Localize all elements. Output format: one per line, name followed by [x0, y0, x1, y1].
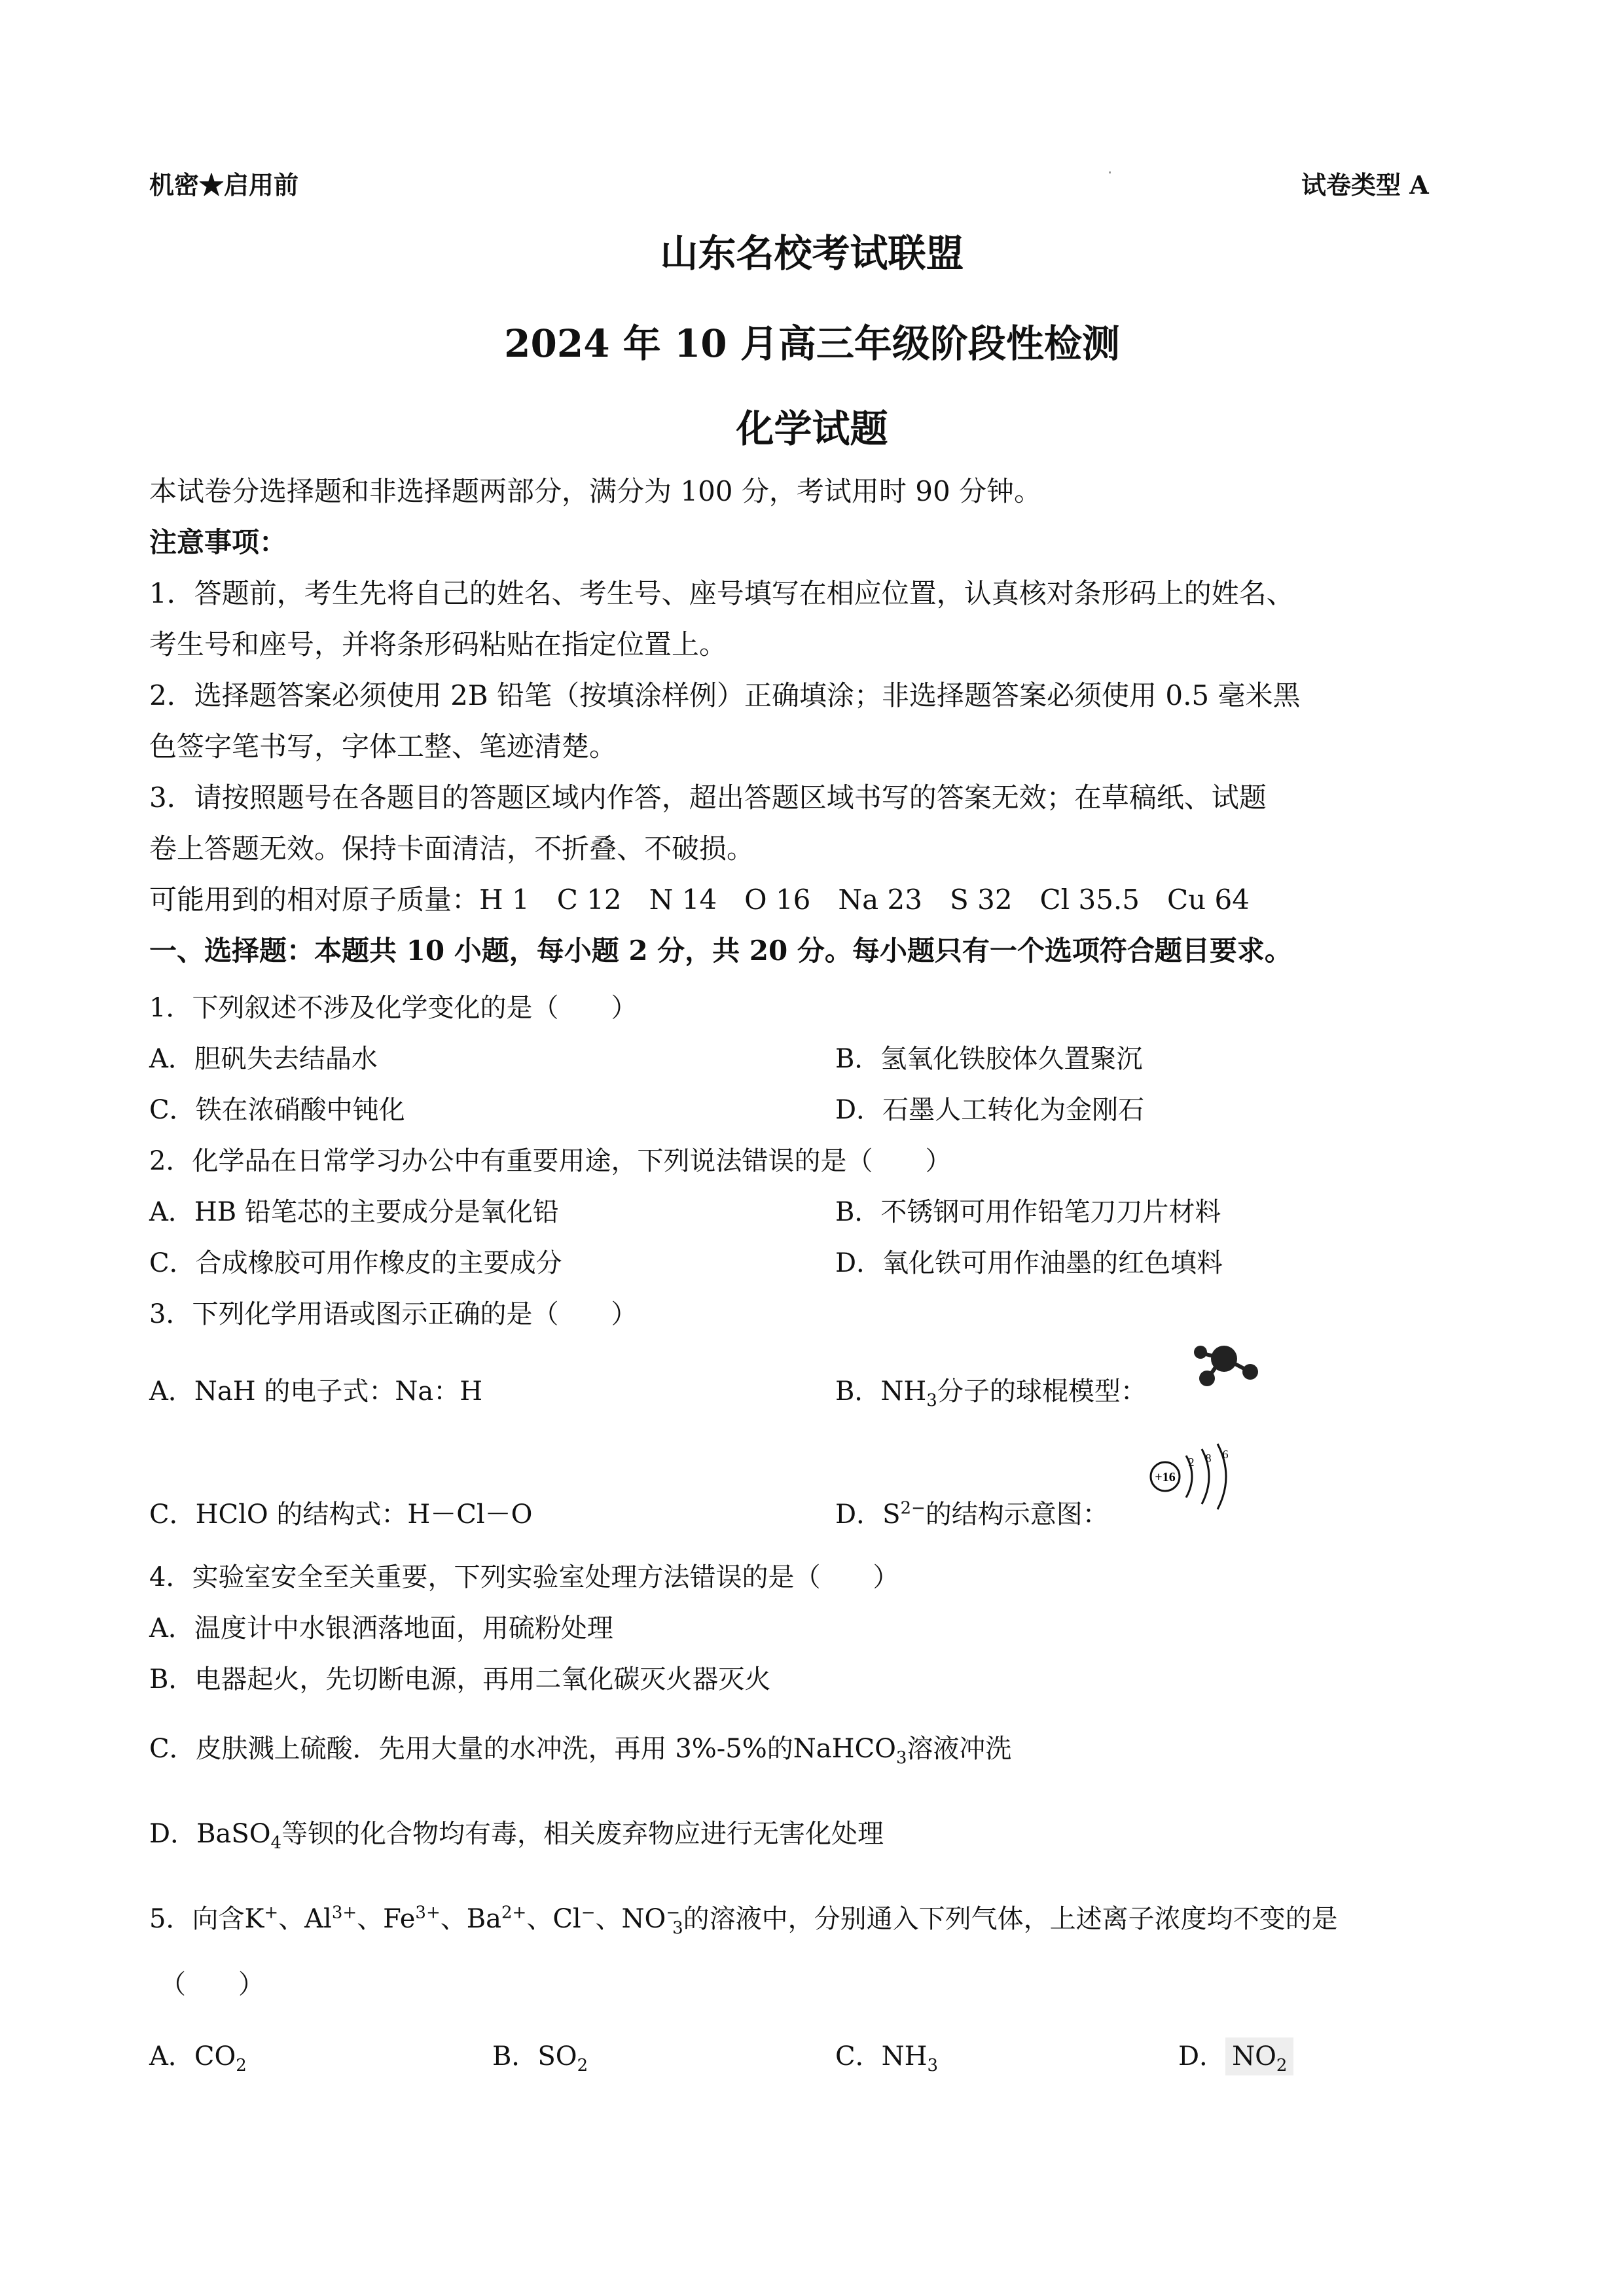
ion-ba-charge: 2+ — [501, 1903, 527, 1923]
q5-c-formula: NH — [881, 2041, 928, 2072]
q4-stem: 4．实验室安全至关重要，下列实验室处理方法错误的是（ ） — [149, 1562, 899, 1592]
ion-cl-charge: − — [581, 1903, 596, 1923]
q3-d-ion: S — [882, 1499, 901, 1530]
intro-text: 本试卷分选择题和非选择题两部分，满分为 100 分，考试用时 90 分钟。 — [149, 475, 1042, 507]
notice-item-1b: 考生号和座号，并将条形码粘贴在指定位置上。 — [149, 628, 727, 660]
q2-stem: 2．化学品在日常学习办公中有重要用途，下列说法错误的是（ ） — [149, 1146, 952, 1176]
title-exam: 2024 年 10 月高三年级阶段性检测 — [504, 321, 1120, 366]
q5-b-formula: SO — [537, 2041, 577, 2072]
stray-dot — [1109, 171, 1111, 173]
q3-stem: 3．下列化学用语或图示正确的是（ ） — [149, 1299, 638, 1329]
q5-b-subscript: 2 — [577, 2056, 588, 2075]
s2-shell-3: 6 — [1222, 1448, 1229, 1461]
q3-option-c — [149, 1494, 532, 1531]
q3-b-subscript: 3 — [926, 1391, 937, 1410]
sep-3: 、 — [440, 1904, 467, 1934]
ion-fe: Fe — [383, 1904, 416, 1934]
q5-a-label: A． — [149, 2041, 194, 2072]
q5-d-subscript: 2 — [1276, 2056, 1288, 2075]
q5-a-subscript: 2 — [236, 2056, 247, 2075]
q4-c-text-b: 溶液冲洗 — [907, 1734, 1012, 1764]
q5-c-label: C． — [835, 2041, 882, 2072]
sep-1: 、 — [278, 1904, 305, 1934]
q5-option-a — [149, 2036, 247, 2075]
q5-d-label: D． — [1178, 2041, 1226, 2072]
q1-option-a: A．胆矾失去结晶水 — [149, 1044, 378, 1074]
atomic-masses: 可能用到的相对原子质量：H 1 C 12 N 14 O 16 Na 23 S 32 Cl 35.5 Cu 64 — [149, 884, 1250, 916]
q3-c-formula: H－Cl－O — [407, 1499, 533, 1530]
q4-d-label: D． — [149, 1819, 197, 1849]
q5-stem — [149, 1898, 1338, 1938]
q3-b-formula: NH — [880, 1376, 927, 1407]
s2-shell-1: 2 — [1188, 1456, 1195, 1469]
ion-k-charge: + — [264, 1903, 279, 1923]
q3-d-charge: 2− — [900, 1498, 926, 1518]
q4-option-b: B．电器起火，先切断电源，再用二氧化碳灭火器灭火 — [149, 1664, 771, 1695]
notice-item-3a: 3．请按照题号在各题目的答题区域内作答，超出答题区域书写的答案无效；在草稿纸、试题 — [149, 781, 1267, 814]
notice-item-3b: 卷上答题无效。保持卡面清洁，不折叠、不破损。 — [149, 833, 755, 865]
ion-cl: Cl — [552, 1904, 581, 1934]
q5-b-label: B． — [492, 2041, 538, 2072]
notice-item-1a: 1．答题前，考生先将自己的姓名、考生号、座号填写在相应位置，认真核对条形码上的姓名、 — [149, 577, 1294, 609]
sep-5: 、 — [595, 1904, 622, 1934]
q3-option-b — [835, 1371, 1147, 1410]
q3-d-text: 的结构示意图： — [925, 1499, 1109, 1530]
q2-option-d: D．氧化铁可用作油墨的红色填料 — [835, 1248, 1223, 1278]
q3-d-label: D． — [835, 1499, 883, 1530]
notice-heading: 注意事项： — [149, 526, 287, 558]
ion-no3-charge: − — [666, 1903, 681, 1923]
q5-option-c — [835, 2036, 938, 2075]
section-1-heading: 一、选择题：本题共 10 小题，每小题 2 分，共 20 分。每小题只有一个选项符合题目要求。 — [149, 935, 1292, 967]
q4-d-text: 等钡的化合物均有毒，相关废弃物应进行无害化处理 — [281, 1819, 884, 1849]
ion-no3: NO — [621, 1904, 666, 1934]
title-alliance: 山东名校考试联盟 — [660, 231, 964, 276]
q3-option-d — [835, 1494, 1109, 1531]
s2-shell-2: 8 — [1205, 1452, 1212, 1465]
q5-d-formula-box — [1225, 2037, 1293, 2075]
q5-c-subscript: 3 — [927, 2056, 939, 2075]
ion-ba: Ba — [466, 1904, 501, 1934]
q3-b-label: B． — [835, 1376, 881, 1407]
q4-d-formula: BaSO — [196, 1819, 271, 1849]
sulfide-ion-structure-diagram — [1146, 1440, 1244, 1512]
q3-c-label: C．HClO 的结构式： — [149, 1499, 408, 1530]
sep-2: 、 — [357, 1904, 384, 1934]
s2-nucleus-label: +16 — [1155, 1470, 1176, 1484]
q5-d-formula: NO — [1232, 2041, 1276, 2072]
nh3-ball-stick-model-image — [1185, 1342, 1276, 1394]
q1-option-c: C．铁在浓硝酸中钝化 — [149, 1095, 405, 1125]
q4-option-d — [149, 1813, 884, 1853]
q2-option-c: C．合成橡胶可用作橡皮的主要成分 — [149, 1248, 562, 1278]
q4-c-text-a: C．皮肤溅上硫酸．先用大量的水冲洗，再用 3%-5%的 — [149, 1734, 793, 1764]
ion-fe-charge: 3+ — [415, 1903, 441, 1923]
q2-option-a: A．HB 铅笔芯的主要成分是氧化铅 — [149, 1197, 559, 1227]
ion-al-charge: 3+ — [331, 1903, 357, 1923]
ion-no3-subscript: 3 — [672, 1918, 683, 1938]
q3-option-a — [149, 1371, 482, 1408]
q3-a-label: A．NaH 的电子式： — [149, 1376, 395, 1407]
ion-k: K — [244, 1904, 264, 1934]
q1-option-b: B．氢氧化铁胶体久置聚沉 — [835, 1044, 1143, 1074]
q3-b-text: 分子的球棍模型： — [937, 1376, 1147, 1407]
q3-a-formula: Na：H — [395, 1376, 483, 1407]
sep-4: 、 — [526, 1904, 553, 1934]
confidential-label: 机密★启用前 — [149, 170, 299, 200]
title-subject: 化学试题 — [736, 406, 888, 451]
q4-c-subscript: 3 — [895, 1748, 907, 1768]
q5-stem-b: 的溶液中，分别通入下列气体，上述离子浓度均不变的是 — [683, 1904, 1338, 1934]
ion-al: Al — [304, 1904, 332, 1934]
paper-type-label: 试卷类型 A — [1301, 170, 1429, 200]
q5-a-formula: CO — [194, 2041, 236, 2072]
q4-d-subscript: 4 — [270, 1833, 282, 1853]
q5-paren: （ ） — [160, 1969, 264, 2000]
q1-option-d: D．石墨人工转化为金刚石 — [835, 1095, 1145, 1125]
q4-c-formula: NaHCO — [793, 1734, 896, 1764]
q5-option-b — [492, 2036, 588, 2075]
q4-option-a: A．温度计中水银洒落地面，用硫粉处理 — [149, 1613, 613, 1643]
notice-item-2b: 色签字笔书写，字体工整、笔迹清楚。 — [149, 730, 617, 762]
q2-option-b: B．不锈钢可用作铅笔刀刀片材料 — [835, 1197, 1221, 1227]
q1-stem: 1．下列叙述不涉及化学变化的是（ ） — [149, 993, 638, 1023]
notice-item-2a: 2．选择题答案必须使用 2B 铅笔（按填涂样例）正确填涂；非选择题答案必须使用 0.5 毫米黑 — [149, 679, 1301, 711]
q5-option-d — [1178, 2036, 1293, 2075]
q4-option-c — [149, 1728, 1011, 1768]
q5-stem-a: 5．向含 — [149, 1904, 245, 1934]
